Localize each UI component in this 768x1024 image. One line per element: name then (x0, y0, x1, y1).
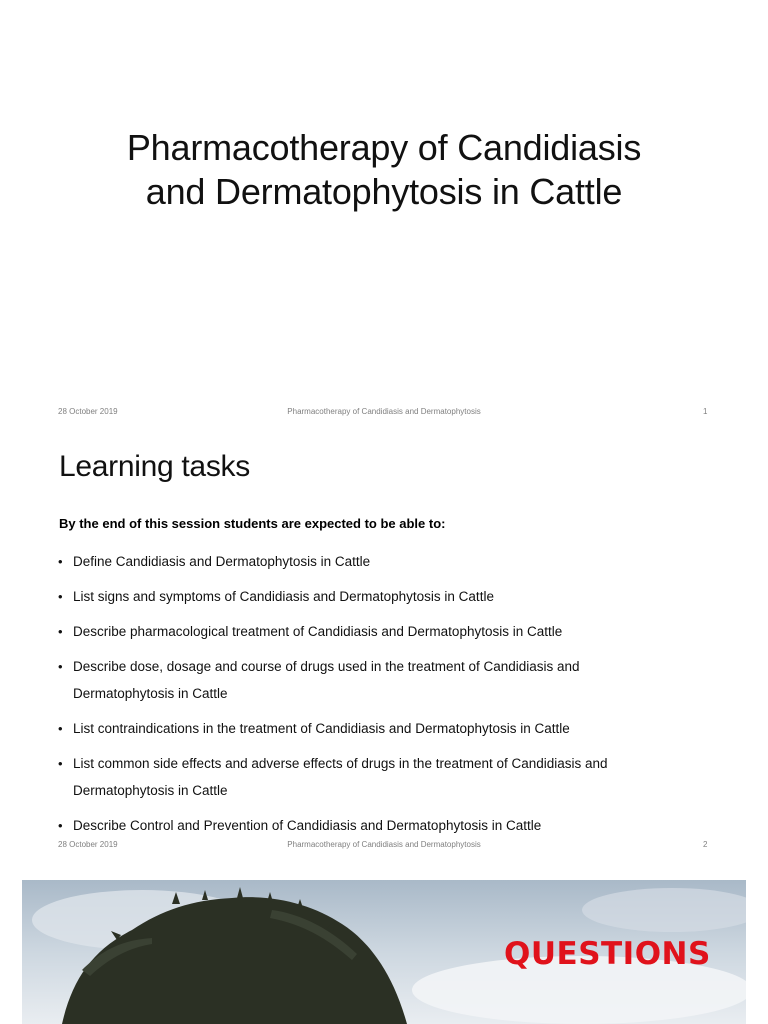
task-list (58, 548, 698, 847)
list-item: • Describe Control and Prevention of Candidiasis and Dermatophytosis in Cattle (58, 812, 698, 839)
footer-date: 28 October 2019 (58, 840, 118, 849)
footer-page-number: 1 (703, 407, 708, 416)
slide-title (0, 0, 768, 432)
title-line-2: and Dermatophytosis in Cattle (145, 171, 623, 212)
bullet-icon: • (58, 818, 63, 833)
slide-questions (0, 864, 768, 1024)
bullet-icon: • (58, 589, 63, 604)
tree-photo (22, 880, 746, 1024)
bullet-icon: • (58, 659, 63, 674)
intro-text: By the end of this session students are expected to be able to: (59, 516, 446, 531)
footer-date: 28 October 2019 (58, 407, 118, 416)
slide-learning-tasks (0, 432, 768, 864)
bullet-icon: • (58, 721, 63, 736)
list-item: • List common side effects and adverse effects of drugs in the treatment of Candidiasis and Dermatophytosis in Cattle (58, 750, 698, 804)
bullet-icon: • (58, 624, 63, 639)
slide-title-heading (0, 126, 768, 214)
list-item: • Define Candidiasis and Dermatophytosis in Cattle (58, 548, 698, 575)
footer-title: Pharmacotherapy of Candidiasis and Dermatophytosis (287, 407, 481, 416)
list-item: • List contraindications in the treatment of Candidiasis and Dermatophytosis in Cattle (58, 715, 698, 742)
list-item: • Describe dose, dosage and course of drugs used in the treatment of Candidiasis and Dermatophytosis in Cattle (58, 653, 698, 707)
questions-label: QUESTIONS (504, 936, 711, 972)
bullet-icon: • (58, 756, 63, 771)
footer-page-number: 2 (703, 840, 708, 849)
list-item: • Describe pharmacological treatment of Candidiasis and Dermatophytosis in Cattle (58, 618, 698, 645)
slide-heading: Learning tasks (59, 450, 250, 483)
title-line-1: Pharmacotherapy of Candidiasis (126, 127, 642, 168)
list-item: • List signs and symptoms of Candidiasis and Dermatophytosis in Cattle (58, 583, 698, 610)
bullet-icon: • (58, 554, 63, 569)
footer-title: Pharmacotherapy of Candidiasis and Dermatophytosis (287, 840, 481, 849)
